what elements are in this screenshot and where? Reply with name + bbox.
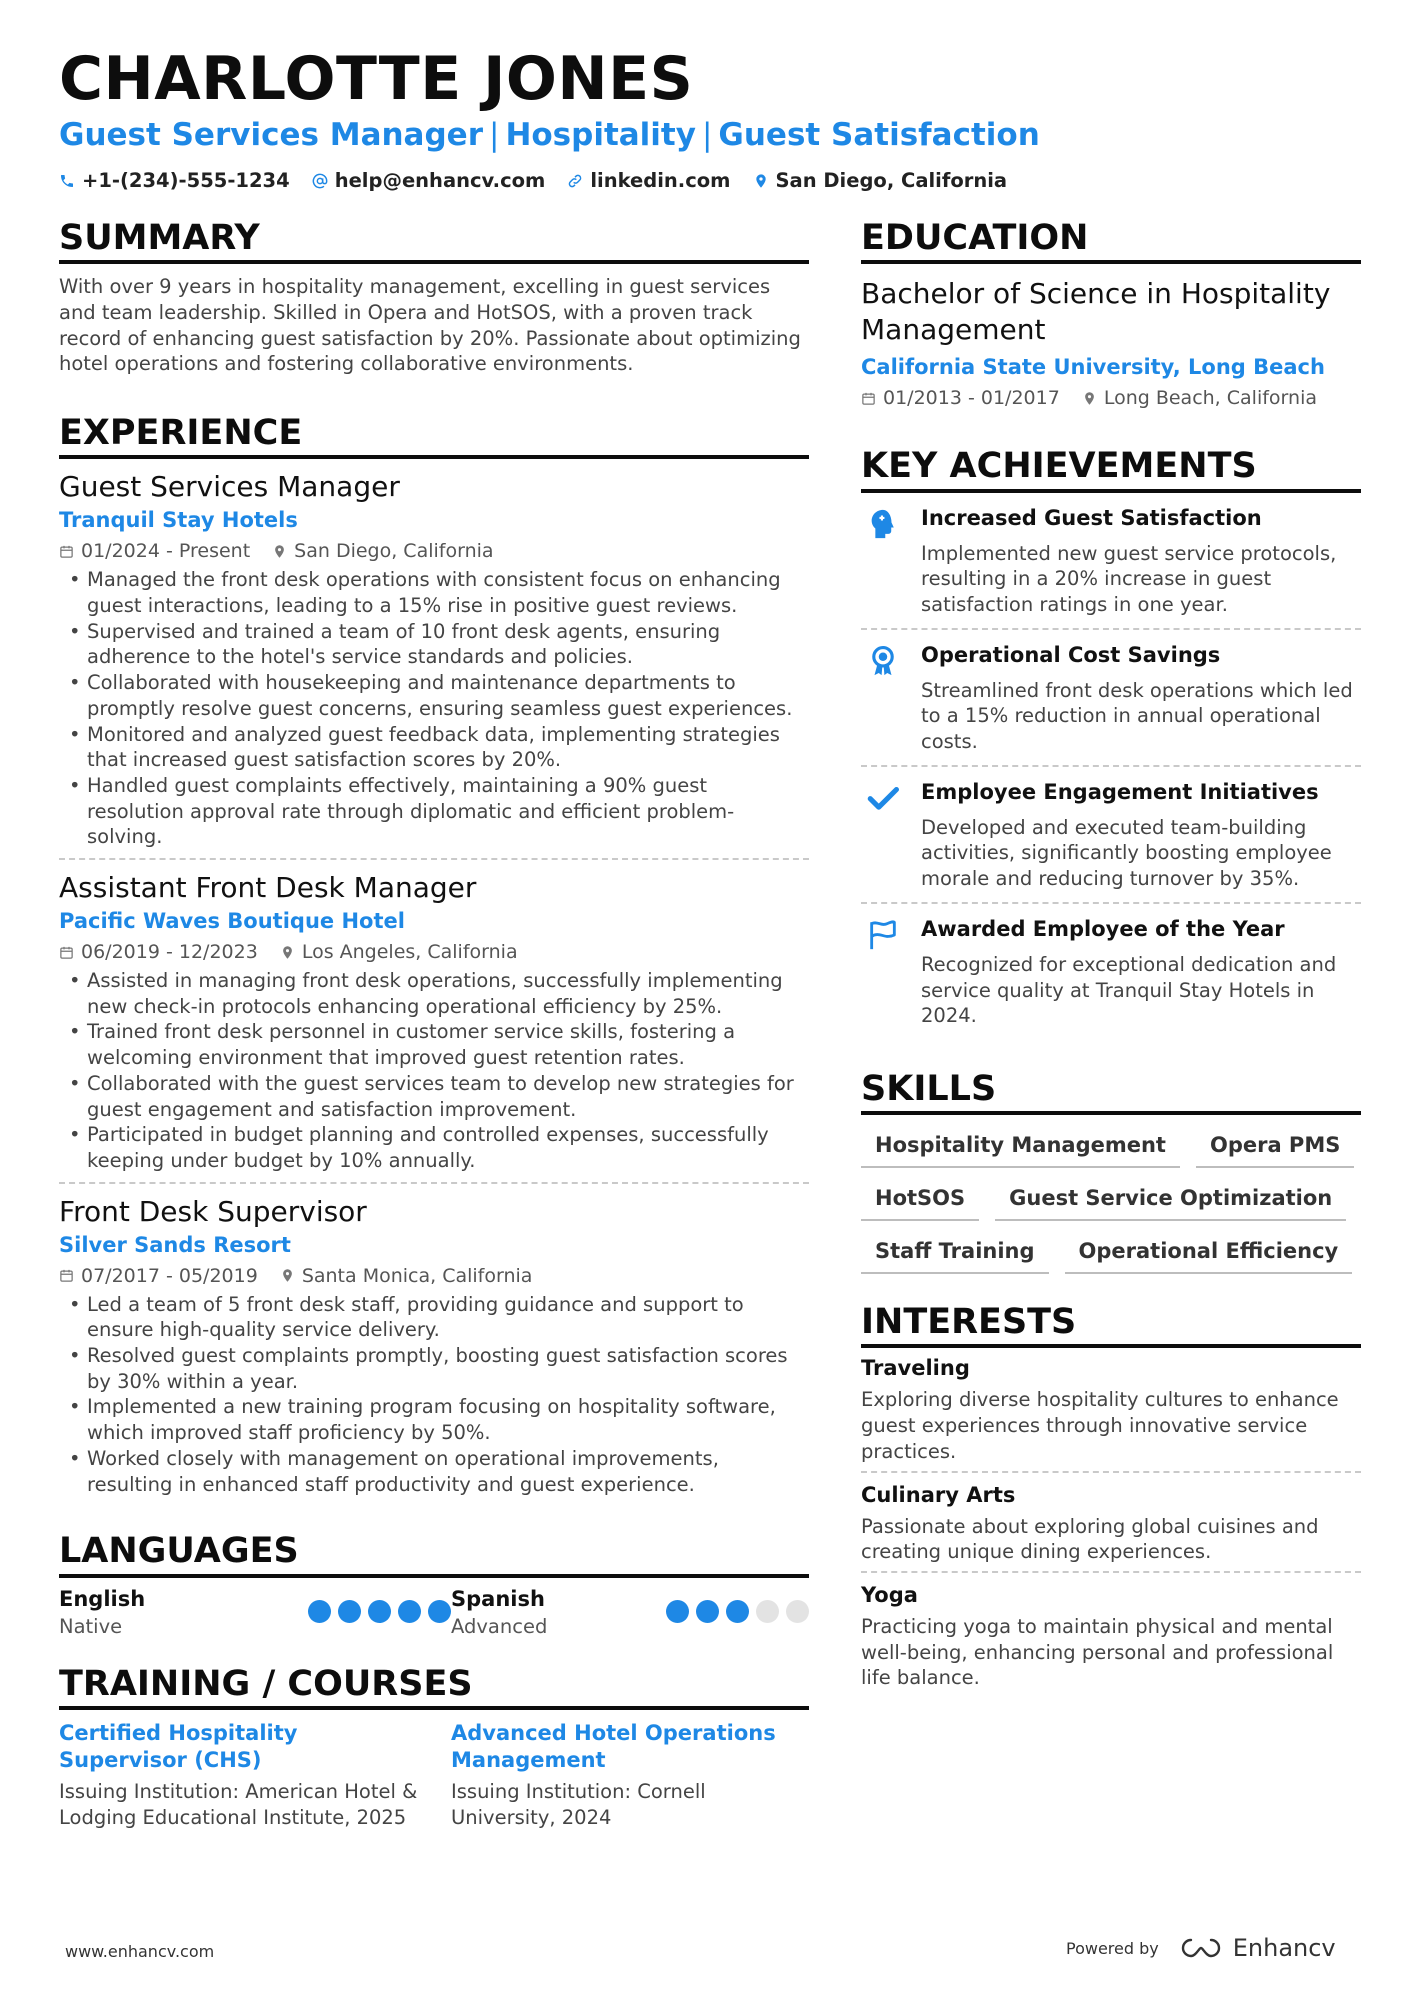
brand-logo [1177, 1934, 1336, 1962]
interest-desc: Passionate about exploring global cuisines and creating unique dining experiences. [861, 1514, 1319, 1564]
interest-title: Yoga [861, 1582, 918, 1607]
interest-desc: Exploring diverse hospitality cultures to enhance guest experiences through innovative service practices. [861, 1388, 1339, 1463]
link-icon [567, 173, 583, 189]
headline-focus: Guest Satisfaction [718, 117, 1040, 153]
at-sign-icon [312, 173, 328, 189]
left-column [59, 218, 809, 1830]
skill-tag: Opera PMS [1196, 1127, 1354, 1168]
email-address: help@enhancv.com [334, 169, 546, 192]
job-entry [59, 1182, 809, 1506]
job-bullet: • Implemented a new training program focusing on hospitality software, which improved staff proficiency by 50%. [59, 1394, 809, 1445]
company-name: Tranquil Stay Hotels [59, 508, 298, 533]
skills-section [861, 1069, 1361, 1274]
course-item [451, 1720, 809, 1830]
job-bullet: • Worked closely with management on operational improvements, resulting in enhanced staff productivity and guest experience. [59, 1446, 809, 1497]
education-section [861, 218, 1361, 412]
rating-dot-filled [428, 1600, 451, 1623]
calendar-icon [59, 1268, 74, 1283]
language-name: Spanish [451, 1586, 545, 1611]
job-meta [59, 938, 809, 966]
brand-name: Enhancv [1232, 1934, 1336, 1962]
job-location [280, 938, 518, 966]
job-bullet: • Managed the front desk operations with consistent focus on enhancing guest interactions, leading to a 15% rise in positive guest reviews. [59, 567, 809, 618]
interest-item [861, 1571, 1361, 1697]
flag-icon [866, 918, 900, 952]
education-heading: EDUCATION [861, 218, 1361, 264]
candidate-name: CHARLOTTE JONES [59, 44, 694, 114]
job-bullet: • Collaborated with housekeeping and maintenance departments to promptly resolve guest concerns, ensuring seamless guest experiences. [59, 670, 809, 721]
courses-section [59, 1664, 809, 1831]
language-rating [666, 1600, 809, 1640]
achievements-section [861, 446, 1361, 1039]
course-title: Certified Hospitality Supervisor (CHS) [59, 1720, 298, 1772]
job-title: Assistant Front Desk Manager [59, 871, 477, 905]
skill-tag: Hospitality Management [861, 1127, 1180, 1168]
languages-section [59, 1531, 809, 1639]
job-bullet: • Handled guest complaints effectively, maintaining a 90% guest resolution approval rate through diplomatic and efficient problem-solving. [59, 773, 809, 850]
job-dates [59, 1262, 258, 1290]
achievement-item [861, 765, 1361, 902]
job-title: Front Desk Supervisor [59, 1194, 367, 1228]
language-level: Advanced [451, 1614, 548, 1638]
contact-location [753, 169, 1008, 192]
rating-dot-empty [786, 1600, 809, 1623]
achievement-desc: Implemented new guest service protocols, resulting in a 20% increase in guest satisfaction ratings in one year. [921, 541, 1337, 616]
achievement-item [861, 628, 1361, 765]
language-name: English [59, 1586, 146, 1611]
school-name: California State University, Long Beach [861, 355, 1325, 380]
headline-role: Guest Services Manager [59, 117, 483, 153]
job-bullet: • Resolved guest complaints promptly, boosting guest satisfaction scores by 30% within a year. [59, 1343, 809, 1394]
job-entry [59, 858, 809, 1182]
job-dates [59, 537, 250, 565]
job-bullet: • Assisted in managing front desk operations, successfully implementing new check-in protocols enhancing operational efficiency by 25%. [59, 968, 809, 1019]
experience-heading: EXPERIENCE [59, 413, 809, 459]
achievement-desc: Recognized for exceptional dedication and service quality at Tranquil Stay Hotels in 2024. [921, 952, 1337, 1028]
job-dates-text: 06/2019 - 12/2023 [81, 941, 258, 964]
job-dates [59, 938, 258, 966]
degree-title: Bachelor of Science in Hospitality Management [861, 277, 1331, 347]
achievement-desc: Developed and executed team-building activities, significantly boosting employee morale and reducing turnover by 35%. [921, 815, 1332, 891]
company-name: Silver Sands Resort [59, 1232, 291, 1257]
headline-separator: | [701, 117, 713, 153]
rating-dot-filled [338, 1600, 361, 1623]
achievement-item [861, 902, 1361, 1039]
achievement-desc: Streamlined front desk operations which led to a 15% reduction in annual operational costs. [921, 678, 1353, 754]
headline-field: Hospitality [505, 117, 696, 153]
rating-dot-filled [398, 1600, 421, 1623]
calendar-icon [861, 391, 876, 406]
calendar-icon [59, 945, 74, 960]
job-bullet: • Trained front desk personnel in customer service skills, fostering a welcoming environment that improved guest retention rates. [59, 1019, 809, 1070]
interest-title: Traveling [861, 1356, 970, 1381]
job-bullets [59, 567, 809, 850]
interest-title: Culinary Arts [861, 1482, 1016, 1507]
language-item [451, 1586, 809, 1640]
skill-tag: Staff Training [861, 1233, 1049, 1274]
achievement-title: Increased Guest Satisfaction [921, 505, 1262, 530]
interest-item [861, 1348, 1361, 1470]
education-location-text: Long Beach, California [1103, 387, 1317, 410]
rating-dot-filled [308, 1600, 331, 1623]
skills-list [861, 1127, 1361, 1274]
achievements-heading: KEY ACHIEVEMENTS [861, 446, 1361, 492]
contact-phone[interactable] [59, 169, 290, 192]
job-bullet: • Participated in budget planning and controlled expenses, successfully keeping under budget by 10% annually. [59, 1122, 809, 1173]
company-name: Pacific Waves Boutique Hotel [59, 909, 405, 934]
courses-row [59, 1720, 809, 1830]
job-meta [59, 537, 809, 565]
job-location [272, 537, 493, 565]
course-title: Advanced Hotel Operations Management [451, 1720, 776, 1772]
job-bullet: • Monitored and analyzed guest feedback data, implementing strategies that increased guest satisfaction scores by 20%. [59, 722, 809, 773]
language-item [59, 1586, 451, 1640]
location-pin-icon [280, 945, 295, 960]
contact-linkedin[interactable] [567, 169, 730, 192]
job-location [280, 1262, 533, 1290]
rating-dot-empty [756, 1600, 779, 1623]
head-icon [866, 507, 900, 541]
summary-heading: SUMMARY [59, 218, 809, 264]
location-text: San Diego, California [775, 169, 1008, 192]
job-bullets [59, 968, 809, 1174]
job-entry [59, 459, 809, 858]
headline-separator: | [488, 117, 500, 153]
education-dates [861, 384, 1060, 412]
location-pin-icon [1082, 391, 1097, 406]
languages-row [59, 1586, 809, 1640]
skill-tag: Guest Service Optimization [995, 1180, 1346, 1221]
achievement-title: Awarded Employee of the Year [921, 916, 1285, 941]
enhancv-logo-icon [1177, 1935, 1225, 1961]
achievement-title: Employee Engagement Initiatives [921, 779, 1319, 804]
job-bullet: • Collaborated with the guest services team to develop new strategies for guest engagement and satisfaction improvement. [59, 1071, 809, 1122]
achievement-title: Operational Cost Savings [921, 642, 1221, 667]
job-dates-text: 07/2017 - 05/2019 [81, 1264, 258, 1287]
location-pin-icon [753, 173, 769, 189]
checkmark-icon [866, 781, 900, 815]
course-desc: Issuing Institution: American Hotel & Lodging Educational Institute, 2025 [59, 1779, 418, 1829]
rating-dot-filled [368, 1600, 391, 1623]
award-icon [866, 644, 900, 678]
education-meta [861, 384, 1361, 412]
job-bullet: • Led a team of 5 front desk staff, providing guidance and support to ensure high-quality service delivery. [59, 1292, 809, 1343]
footer-brand[interactable] [1066, 1934, 1336, 1962]
rating-dot-filled [666, 1600, 689, 1623]
job-dates-text: 01/2024 - Present [81, 540, 251, 563]
interest-item [861, 1471, 1361, 1571]
location-pin-icon [280, 1268, 295, 1283]
job-location-text: Los Angeles, California [301, 941, 518, 964]
summary-text: With over 9 years in hospitality management, excelling in guest services and team leadership. Skilled in Opera and HotSOS, with a proven track record of enhancing guest satisfaction by 20%. Passionate about optimizing hotel operations and fostering collaborative environments. [59, 275, 801, 376]
phone-icon [59, 173, 75, 189]
interests-heading: INTERESTS [861, 1302, 1361, 1348]
linkedin-link: linkedin.com [590, 169, 731, 192]
job-bullet: • Supervised and trained a team of 10 front desk agents, ensuring adherence to the hotel's service standards and policies. [59, 619, 809, 670]
interests-section [861, 1302, 1361, 1697]
language-level: Native [59, 1614, 123, 1638]
job-location-text: Santa Monica, California [301, 1264, 533, 1287]
rating-dot-filled [696, 1600, 719, 1623]
education-dates-text: 01/2013 - 01/2017 [883, 387, 1060, 410]
contact-bar [59, 169, 1007, 192]
job-title: Guest Services Manager [59, 470, 400, 504]
job-location-text: San Diego, California [294, 540, 494, 563]
powered-by-label: Powered by [1066, 1938, 1159, 1958]
course-desc: Issuing Institution: Cornell University, 2024 [451, 1779, 706, 1829]
headline [59, 117, 1040, 153]
rating-dot-filled [726, 1600, 749, 1623]
job-bullets [59, 1292, 809, 1498]
skill-tag: HotSOS [861, 1180, 979, 1221]
job-meta [59, 1262, 809, 1290]
footer-url[interactable]: www.enhancv.com [65, 1942, 215, 1961]
languages-heading: LANGUAGES [59, 1531, 809, 1577]
course-item [59, 1720, 451, 1830]
phone-number: +1-(234)-555-1234 [82, 169, 290, 192]
interest-desc: Practicing yoga to maintain physical and mental well-being, enhancing personal and professional life balance. [861, 1614, 1334, 1690]
contact-email[interactable] [312, 169, 546, 192]
calendar-icon [59, 544, 74, 559]
achievement-item [861, 493, 1361, 628]
skills-heading: SKILLS [861, 1069, 1361, 1115]
location-pin-icon [272, 544, 287, 559]
right-column [861, 218, 1361, 1697]
courses-heading: TRAINING / COURSES [59, 1664, 809, 1710]
skill-tag: Operational Efficiency [1065, 1233, 1353, 1274]
experience-section [59, 413, 809, 1505]
education-location [1082, 384, 1317, 412]
language-rating [308, 1600, 451, 1640]
summary-section [59, 218, 809, 377]
